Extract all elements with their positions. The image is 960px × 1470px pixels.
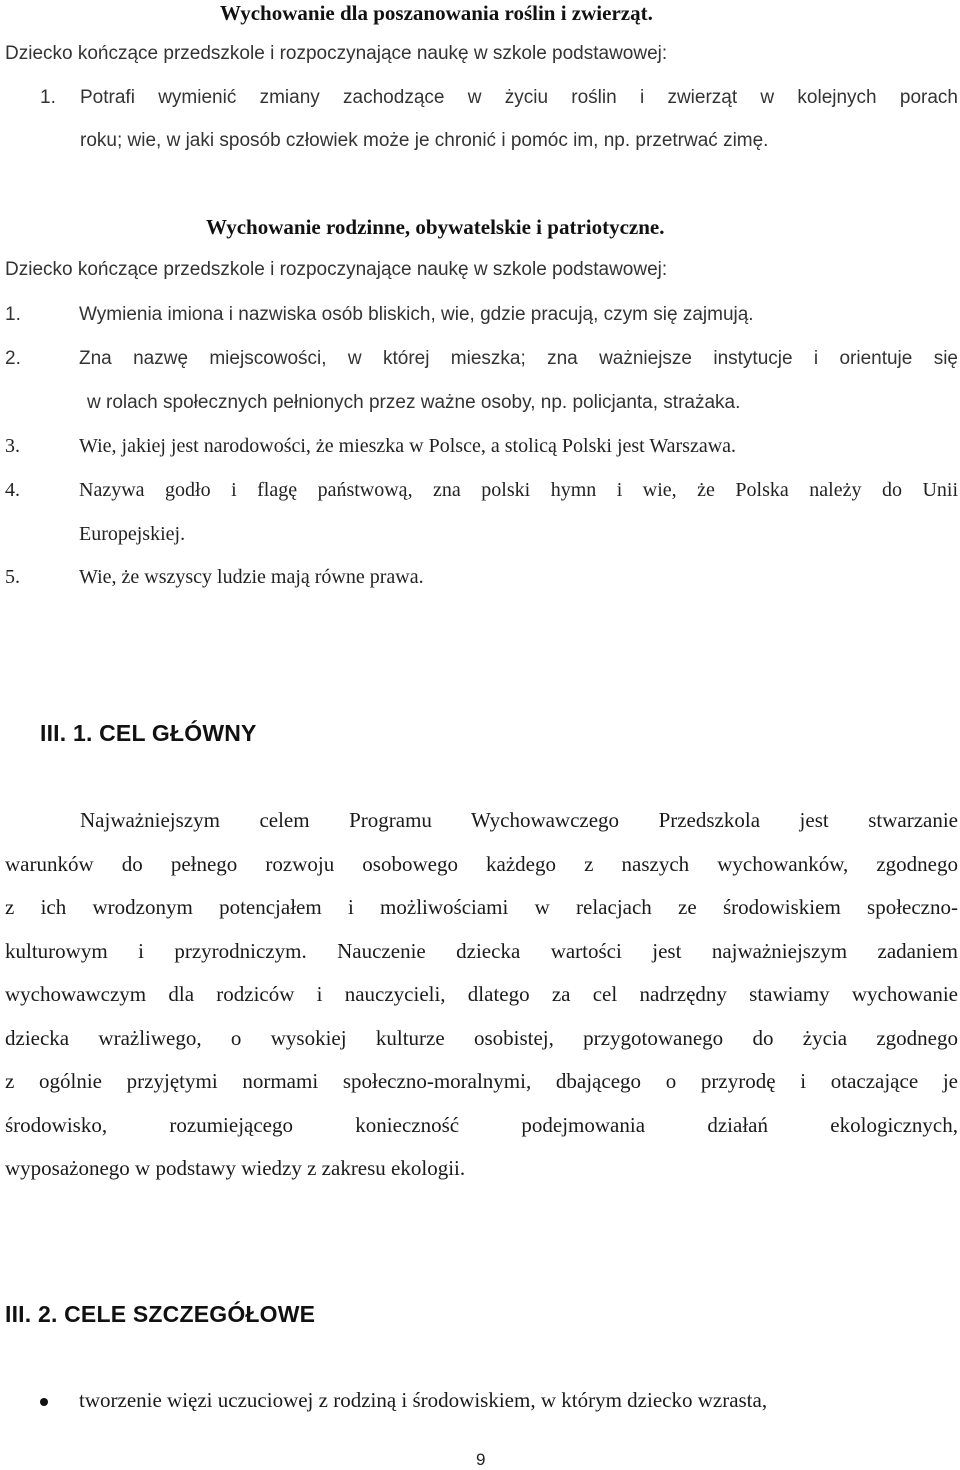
section-heading-detailed-goals: III. 2. CELE SZCZEGÓŁOWE [5,1301,316,1327]
bullet-text: tworzenie więzi uczuciowej z rodziną i środowiskiem, w którym dziecko wzrasta, [79,1388,768,1412]
list-item-text: Nazywa godło i flagę państwową, zna polski hymn i wie, że Polska należy do Unii [79,479,958,501]
list-item-text: Potrafi wymienić zmiany zachodzące w życiu roślin i zwierząt w kolejnych porach [80,87,958,108]
paragraph-line: dziecka wrażliwego, o wysokiej kulturze osobistej, przygotowanego do życia zgodnego [5,1026,958,1050]
section-heading-family: Wychowanie rodzinne, obywatelskie i patriotyczne. [206,215,665,239]
list-item-text: Wymienia imiona i nazwiska osób bliskich, wie, gdzie pracują, czym się zajmują. [79,304,754,325]
paragraph-line: wychowawczym dla rodziców i nauczycieli, dlatego za cel nadrzędny stawiamy wychowanie [5,982,958,1006]
list-item-text: Zna nazwę miejscowości, w której mieszka; zna ważniejsze instytucje i orientuje się [79,348,958,369]
section-heading-main-goal: III. 1. CEL GŁÓWNY [40,720,257,746]
paragraph-line: wyposażonego w podstawy wiedzy z zakresu ekologii. [5,1156,466,1180]
paragraph-line: Najważniejszym celem Programu Wychowawczego Przedszkola jest stwarzanie [80,808,958,832]
bullet-icon [40,1398,48,1406]
page-number: 9 [476,1450,486,1469]
list-item-text: Wie, jakiej jest narodowości, że mieszka w Polsce, a stolicą Polski jest Warszawa. [79,435,737,457]
list-item-text-continued: Europejskiej. [79,523,186,545]
paragraph-line: kulturowym i przyrodniczym. Nauczenie dziecka wartości jest najważniejszym zadaniem [5,939,958,963]
paragraph-line: środowisko, rozumiejącego konieczność podejmowania działań ekologicznych, [5,1113,958,1137]
list-item-number: 1. [40,87,56,108]
paragraph-line: z ogólnie przyjętymi normami społeczno-moralnymi, dbającego o przyrodę i otaczające je [5,1069,958,1093]
paragraph-line: warunków do pełnego rozwoju osobowego każdego z naszych wychowanków, zgodnego [5,852,958,876]
section-intro-plants: Dziecko kończące przedszkole i rozpoczynające naukę w szkole podstawowej: [5,43,668,64]
list-item-text-continued: w rolach społecznych pełnionych przez ważne osoby, np. policjanta, strażaka. [87,392,741,413]
list-item-number: 1. [5,304,21,325]
list-item-number: 4. [5,479,20,501]
section-heading-plants: Wychowanie dla poszanowania roślin i zwierząt. [220,1,653,25]
section-intro-family: Dziecko kończące przedszkole i rozpoczynające naukę w szkole podstawowej: [5,259,668,280]
list-item-number: 2. [5,348,21,369]
list-item-number: 5. [5,566,20,588]
list-item-text: Wie, że wszyscy ludzie mają równe prawa. [79,566,424,588]
list-item-number: 3. [5,435,20,457]
paragraph-line: z ich wrodzonym potencjałem i możliwościami w relacjach ze środowiskiem społeczno- [5,895,958,919]
list-item-text-continued: roku; wie, w jaki sposób człowiek może je chronić i pomóc im, np. przetrwać zimę. [80,130,769,151]
